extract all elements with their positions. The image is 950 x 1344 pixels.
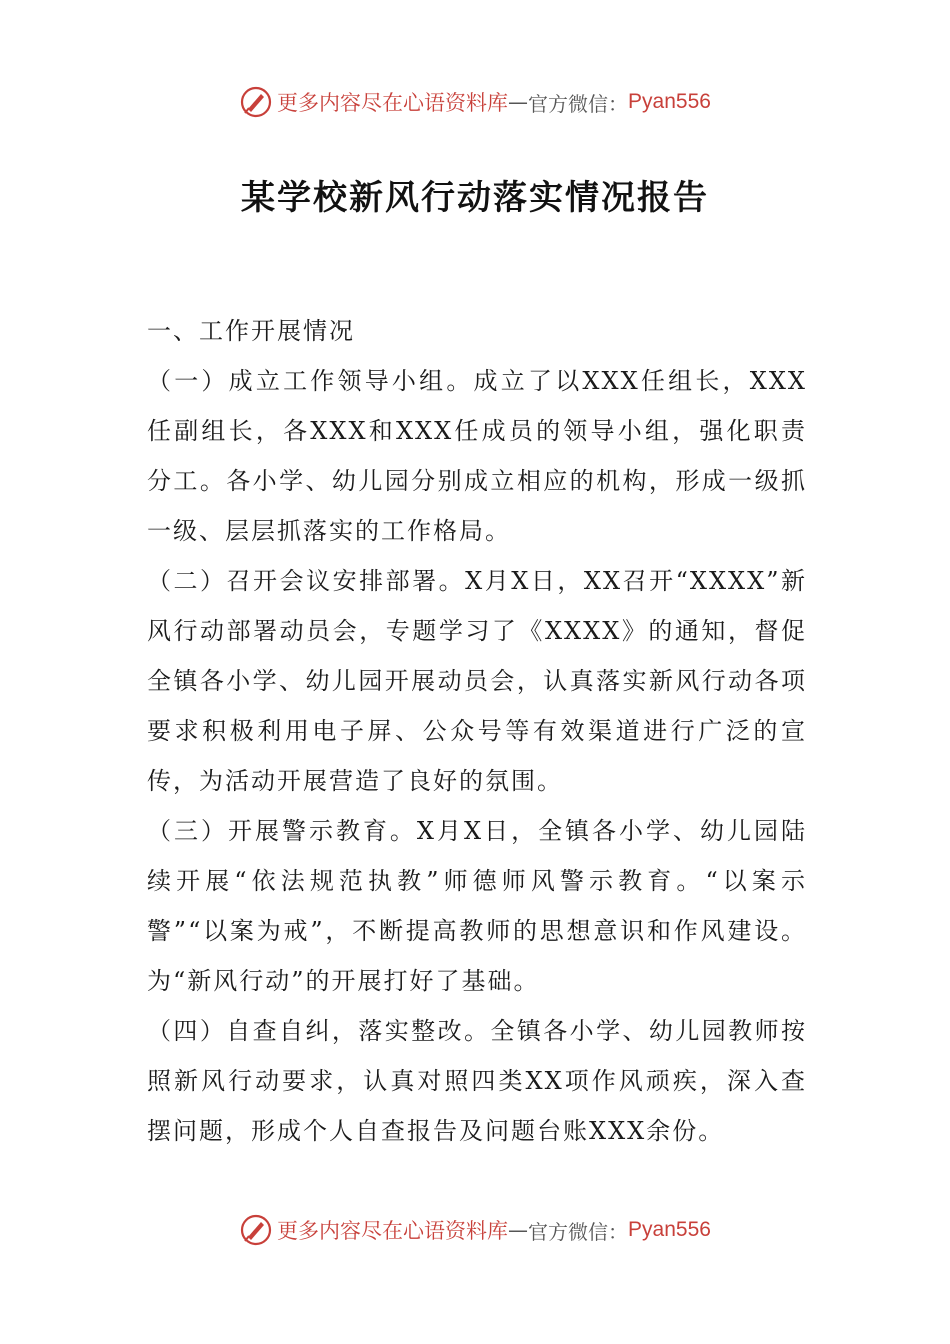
watermark-separator: — (508, 90, 529, 114)
paragraph-2: （二）召开会议安排部署。X月X日，XX召开“XXXX”新风行动部署动员会，专题学习了《XXXX》的通知，督促全镇各小学、幼儿园开展动员会，认真落实新风行动各项要求积极利用电子屏、公众号等有效渠道进行广泛的宣传，为活动开展营造了良好的氛围。 (147, 567, 807, 795)
pen-circle-icon (239, 85, 273, 119)
paragraph-1: （一）成立工作领导小组。成立了以XXX任组长，XXX任副组长，各XXX和XXX任成员的领导小组，强化职责分工。各小学、幼儿园分别成立相应的机构，形成一级抓一级、层层抓落实的工作格局。 (147, 367, 807, 545)
watermark-site: 更多内容尽在心语资料库 (277, 91, 509, 115)
paragraph-3: （三）开展警示教育。X月X日，全镇各小学、幼儿园陆续开展“依法规范执教”师德师风警示教育。“以案示警”“以案为戒”，不断提高教师的思想意识和作风建设。为“新风行动”的开展打好了基础。 (147, 817, 807, 995)
watermark-footer (0, 1210, 950, 1250)
watermark-header (0, 82, 950, 122)
watermark-wechat-id: Pyan556 (628, 90, 711, 113)
watermark-official: 官方微信： (528, 91, 629, 116)
watermark-site: 更多内容尽在心语资料库 (277, 1219, 509, 1243)
watermark-wechat-id: Pyan556 (628, 1218, 711, 1241)
paragraph-4: （四）自查自纠，落实整改。全镇各小学、幼儿园教师按照新风行动要求，认真对照四类XX项作风顽疾，深入查摆问题，形成个人自查报告及问题台账XXX余份。 (147, 1017, 807, 1145)
document-body (147, 306, 807, 1156)
watermark-official: 官方微信： (528, 1219, 629, 1244)
watermark-separator: — (508, 1218, 529, 1242)
pen-circle-icon (239, 1213, 273, 1247)
section-heading: 一、工作开展情况 (147, 317, 355, 345)
document-title: 某学校新风行动落实情况报告 (241, 178, 709, 218)
